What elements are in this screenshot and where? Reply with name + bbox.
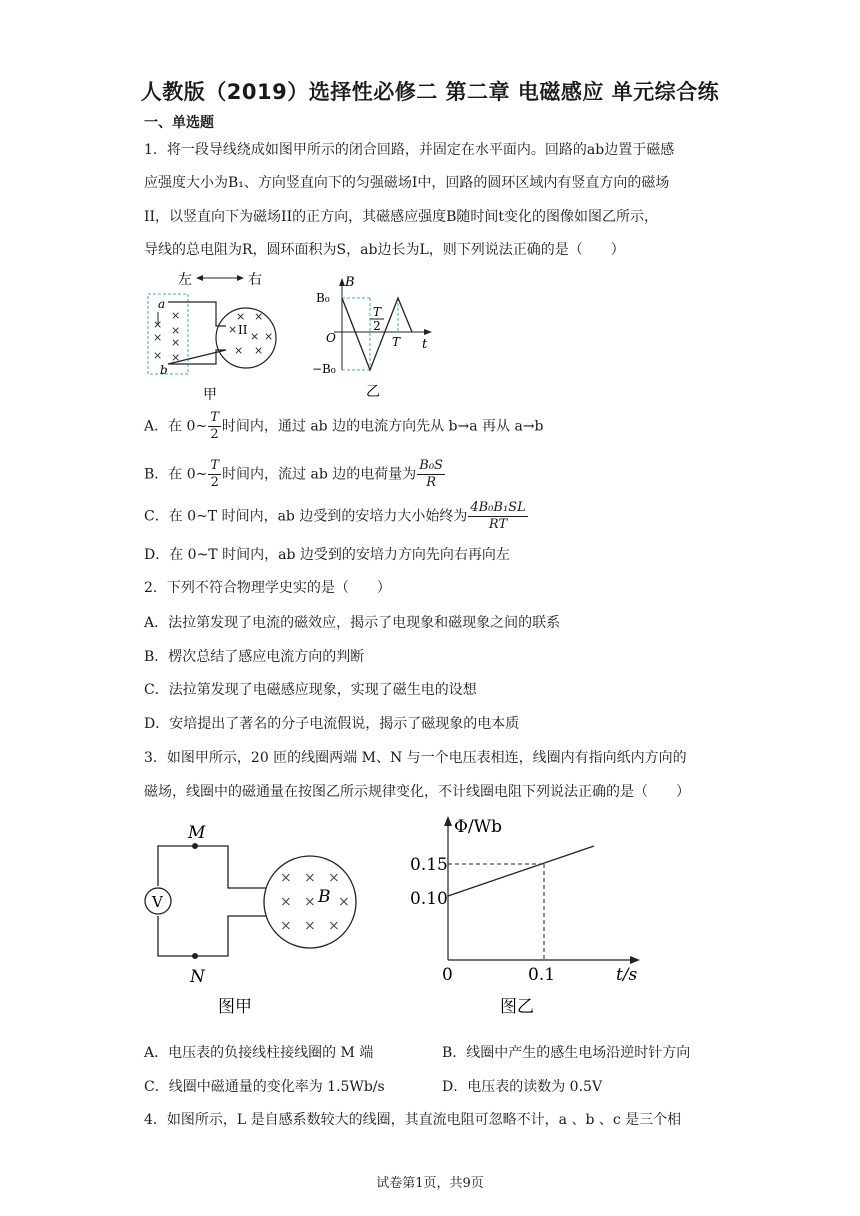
svg-text:×: × bbox=[234, 344, 244, 357]
svg-text:×: × bbox=[153, 349, 163, 362]
q2-stem: 2．下列不符合物理学史实的是（ ） bbox=[144, 580, 391, 596]
y-axis-label: Φ/Wb bbox=[454, 817, 503, 837]
svg-text:×: × bbox=[171, 324, 181, 337]
lower-wire bbox=[158, 916, 268, 956]
q2-option-d: D．安培提出了著名的分子电流假说，揭示了磁现象的电本质 bbox=[144, 716, 520, 732]
q1-stem-line-4: 导线的总电阻为R，圆环面积为S，ab边长为L，则下列说法正确的是（ ） bbox=[144, 242, 625, 258]
svg-text:×: × bbox=[280, 918, 292, 934]
svg-text:×: × bbox=[280, 870, 292, 886]
figure-caption-yi: 乙 bbox=[366, 384, 380, 400]
page-footer: 试卷第1页，共9页 bbox=[376, 1176, 484, 1191]
q3-figure-circuit bbox=[140, 818, 360, 1024]
q3-stem-line-1: 3．如图甲所示，20 匝的线圈两端 M、N 与一个电压表相连，线圈内有指向纸内方向的 bbox=[144, 750, 687, 766]
q1-stem-line-1: 1．将一段导线绕成如图甲所示的闭合回路，并固定在水平面内。回路的ab边置于磁感 bbox=[144, 142, 675, 158]
q3-figure-graph bbox=[400, 808, 660, 1024]
x-tick-0-1: 0.1 bbox=[528, 965, 556, 985]
figure-caption-tujia: 图甲 bbox=[218, 997, 252, 1017]
q1-stem-line-3: II，以竖直向下为磁场II的正方向，其磁感应强度B随时间t变化的图像如图乙所示， bbox=[144, 209, 659, 225]
x-axis-arrow-icon bbox=[424, 329, 432, 335]
y-tick-0-15: 0.15 bbox=[410, 855, 448, 875]
field-b-label: B bbox=[318, 887, 331, 907]
y-tick-neg-b0: −B₀ bbox=[312, 362, 336, 376]
field-crosses bbox=[153, 309, 273, 364]
y-tick-0-10: 0.10 bbox=[410, 889, 448, 909]
svg-text:×: × bbox=[254, 344, 264, 357]
svg-text:×: × bbox=[254, 310, 264, 323]
x-axis-label: t bbox=[422, 337, 428, 352]
origin-label: 0 bbox=[442, 965, 453, 985]
svg-text:×: × bbox=[280, 894, 292, 910]
q4-stem-line-1: 4．如图所示，L 是自感系数较大的线圈，其直流电阻可忽略不计，a 、b 、c 是三个相 bbox=[144, 1112, 682, 1128]
q1-stem-line-2: 应强度大小为B₁、方向竖直向下的匀强磁场I中，回路的圆环区域内有竖直方向的磁场 bbox=[144, 175, 670, 191]
y-tick-b0: B₀ bbox=[316, 291, 330, 305]
q3-stem-line-2: 磁场，线圈中的磁通量在按图乙所示规律变化，不计线圈电阻下列说法正确的是（ ） bbox=[144, 784, 690, 800]
fraction: $\frac{T}{2}$ bbox=[210, 458, 220, 490]
arrow-left-icon bbox=[196, 275, 203, 281]
svg-text:×: × bbox=[228, 323, 238, 336]
svg-text:×: × bbox=[250, 330, 260, 343]
point-b-label: b bbox=[160, 363, 168, 377]
q1-figure-graph bbox=[312, 272, 442, 406]
q3-option-c: C．线圈中磁通量的变化率为 1.5Wb/s bbox=[144, 1079, 385, 1095]
half-t-numerator: T bbox=[372, 305, 382, 319]
svg-text:×: × bbox=[304, 918, 316, 934]
direction-right-label: 右 bbox=[248, 272, 262, 288]
point-a-label: a bbox=[158, 297, 166, 311]
q1-figure-circuit bbox=[140, 266, 300, 406]
upper-wire bbox=[158, 846, 268, 888]
fraction: $\frac{\text{B₀S}}{R}$ bbox=[419, 458, 443, 490]
fraction: $\frac{T}{2}$ bbox=[210, 410, 219, 442]
origin-label: O bbox=[326, 331, 336, 345]
section-heading: 一、单选题 bbox=[144, 115, 214, 131]
fraction: $\frac{\text{4B₀B₁SL}}{RT}$ bbox=[470, 500, 526, 532]
terminal-n-label: N bbox=[190, 967, 205, 987]
x-axis-label: t/s bbox=[616, 965, 638, 985]
svg-text:×: × bbox=[153, 318, 163, 331]
svg-text:×: × bbox=[264, 330, 274, 343]
terminal-m-dot bbox=[192, 843, 198, 849]
terminal-m-label: M bbox=[188, 823, 206, 843]
terminal-n-dot bbox=[192, 953, 198, 959]
voltmeter-label: V bbox=[152, 893, 163, 911]
svg-text:×: × bbox=[171, 309, 181, 322]
q1-option-a: A．在 0~ $\frac{T}{2}$ 时间内，通过 ab 边的电流方向先从 b→a 再从 a→b bbox=[144, 410, 544, 442]
q3-option-b: B．线圈中产生的感生电场沿逆时针方向 bbox=[442, 1045, 691, 1061]
x-axis-arrow-icon bbox=[630, 956, 640, 964]
svg-text:×: × bbox=[328, 870, 340, 886]
figure-caption-tuyi: 图乙 bbox=[500, 997, 534, 1017]
q1-option-d: D．在 0~T 时间内，ab 边受到的安培力方向先向右再向左 bbox=[144, 547, 510, 563]
svg-text:×: × bbox=[171, 351, 181, 364]
region-two-label: II bbox=[238, 323, 248, 337]
q2-option-a: A．法拉第发现了电流的磁效应，揭示了电现象和磁现象之间的联系 bbox=[144, 615, 561, 631]
q2-option-b: B．楞次总结了感应电流方向的判断 bbox=[144, 649, 365, 665]
direction-left-label: 左 bbox=[178, 272, 192, 288]
field-crosses bbox=[280, 870, 350, 934]
svg-text:×: × bbox=[171, 336, 181, 349]
q3-option-a: A．电压表的负接线柱接线圈的 M 端 bbox=[144, 1045, 374, 1061]
page-title: 人教版（2019）选择性必修二 第二章 电磁感应 单元综合练 bbox=[140, 80, 720, 104]
q1-option-c: C．在 0~T 时间内，ab 边受到的安培力大小始终为 $\frac{\text{4B₀B₁SL}}{RT}$ bbox=[144, 500, 526, 532]
q1-option-b: B．在 0~ $\frac{T}{2}$ 时间内，流过 ab 边的电荷量为 $\frac{\text{B₀S}}{R}$ bbox=[144, 458, 443, 490]
svg-text:×: × bbox=[304, 870, 316, 886]
y-axis-label: B bbox=[345, 275, 355, 290]
q2-option-c: C．法拉第发现了电磁感应现象，实现了磁生电的设想 bbox=[144, 682, 477, 698]
svg-text:×: × bbox=[153, 331, 163, 344]
x-tick-t: T bbox=[392, 335, 401, 349]
q3-option-d: D．电压表的读数为 0.5V bbox=[442, 1079, 603, 1095]
y-axis-arrow-icon bbox=[444, 816, 452, 826]
svg-text:×: × bbox=[236, 310, 246, 323]
figure-caption-jia: 甲 bbox=[203, 387, 217, 403]
arrow-right-icon bbox=[237, 275, 244, 281]
svg-text:×: × bbox=[304, 894, 316, 910]
svg-text:×: × bbox=[338, 894, 350, 910]
half-t-denominator: 2 bbox=[373, 319, 381, 333]
svg-text:×: × bbox=[328, 918, 340, 934]
phi-t-line bbox=[448, 846, 594, 896]
